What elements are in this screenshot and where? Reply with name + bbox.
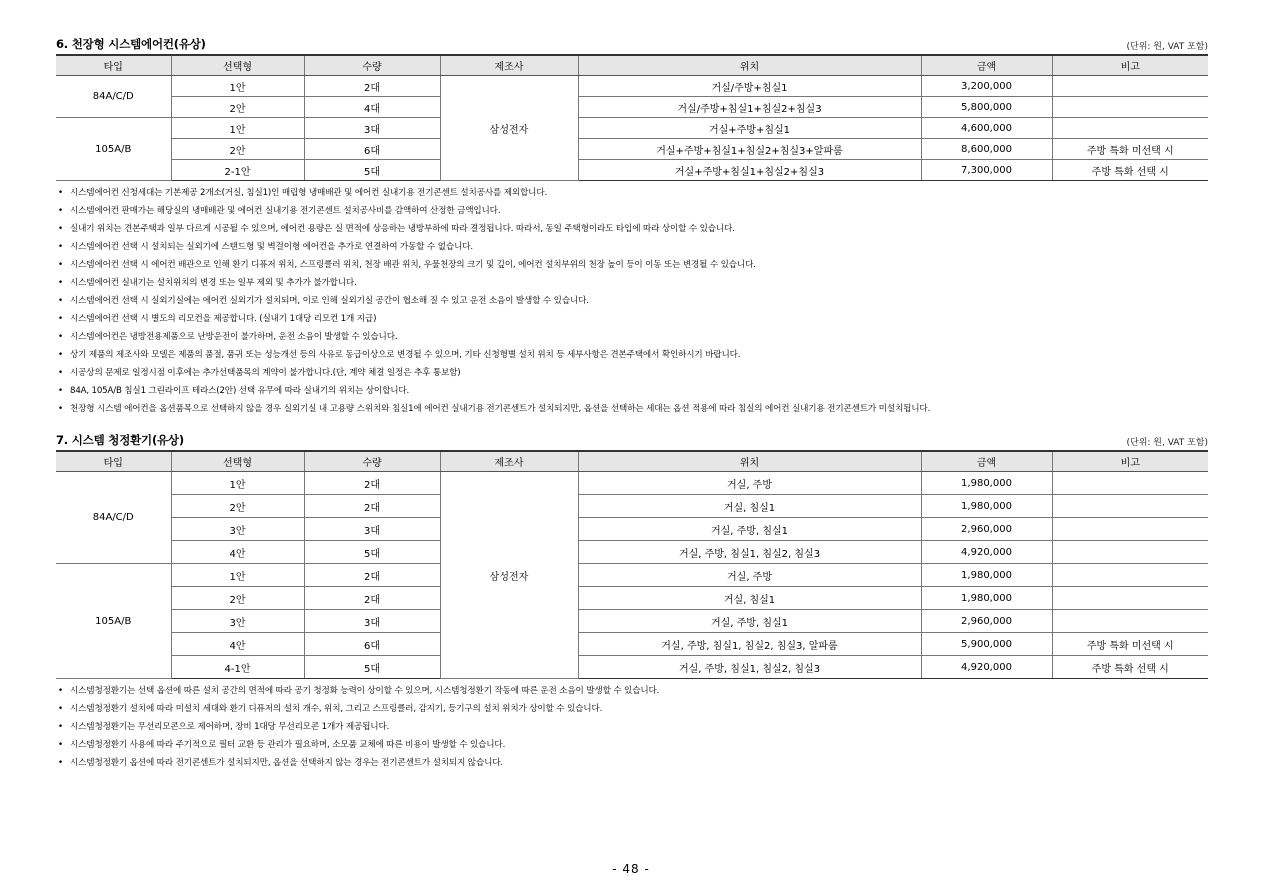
- document-page: [56, 36, 1208, 772]
- section2-notes: [56, 682, 1208, 772]
- note-item: • 시스템청정환기는 선택 옵션에 따른 설치 공간의 면적에 따라 공기 청정화 능력이 상이할 수 있으며, 시스템청정환기 작동에 따른 운전 소음이 발생할 수 있습니다.: [56, 682, 1208, 700]
- type-cell: 105A/B: [56, 564, 171, 679]
- table-row: [56, 97, 1208, 118]
- type-cell: 84A/C/D: [56, 76, 171, 118]
- option-cell: 4안: [171, 633, 304, 656]
- section1-header: [56, 36, 1208, 52]
- column-header-note: 비고: [1052, 55, 1208, 76]
- section1-notes: [56, 184, 1208, 418]
- price-cell: 5,900,000: [921, 633, 1052, 656]
- location-cell: 거실+주방+침실1+침실2+침실3: [578, 160, 921, 181]
- table-row: [56, 587, 1208, 610]
- quantity-cell: 3대: [304, 518, 440, 541]
- note-cell: [1052, 610, 1208, 633]
- price-cell: 1,980,000: [921, 472, 1052, 495]
- location-cell: 거실, 주방, 침실1, 침실2, 침실3: [578, 656, 921, 679]
- section1-unit: (단위: 원, VAT 포함): [1126, 42, 1208, 52]
- price-cell: 1,980,000: [921, 587, 1052, 610]
- table-header-row: [56, 451, 1208, 472]
- note-item: • 시공상의 문제로 일정시점 이후에는 추가선택품목의 계약이 불가합니다.(단, 계약 체결 일정은 추후 통보함): [56, 364, 1208, 382]
- note-item: • 시스템에어컨 선택 시 에어컨 배관으로 인해 환기 디퓨저 위치, 스프링클러 위치, 천장 배관 위치, 우물천장의 크기 및 깊이, 에어컨 설치부위의 천장 높이 등이 이동 또는 변경될 수 있습니다.: [56, 256, 1208, 274]
- table-row: [56, 160, 1208, 181]
- option-cell: 1안: [171, 472, 304, 495]
- column-header-price: 금액: [921, 451, 1052, 472]
- note-item: • 시스템청정환기 옵션에 따라 전기콘센트가 설치되지만, 옵션을 선택하지 않는 경우는 전기콘센트가 설치되지 않습니다.: [56, 754, 1208, 772]
- location-cell: 거실+주방+침실1: [578, 118, 921, 139]
- note-item: • 84A, 105A/B 침실1 그린라이프 테라스(2안) 선택 유무에 따라 실내기의 위치는 상이합니다.: [56, 382, 1208, 400]
- column-header-price: 금액: [921, 55, 1052, 76]
- price-cell: 1,980,000: [921, 495, 1052, 518]
- option-cell: 2안: [171, 97, 304, 118]
- note-item: • 시스템청정환기는 무선리모콘으로 제어하며, 장비 1대당 무선리모콘 1개가 제공됩니다.: [56, 718, 1208, 736]
- table-row: [56, 656, 1208, 679]
- quantity-cell: 2대: [304, 472, 440, 495]
- section2-header: [56, 432, 1208, 448]
- note-cell: [1052, 587, 1208, 610]
- column-header-note: 비고: [1052, 451, 1208, 472]
- note-item: • 시스템에어컨 선택 시 실외기실에는 에어컨 실외기가 설치되며, 이로 인해 실외기실 공간이 협소해 질 수 있고 운전 소음이 발생할 수 있습니다.: [56, 292, 1208, 310]
- option-cell: 1안: [171, 118, 304, 139]
- column-header-qty: 수량: [304, 55, 440, 76]
- option-cell: 4안: [171, 541, 304, 564]
- quantity-cell: 2대: [304, 564, 440, 587]
- type-cell: 105A/B: [56, 118, 171, 181]
- type-cell: 84A/C/D: [56, 472, 171, 564]
- price-cell: 3,200,000: [921, 76, 1052, 97]
- option-cell: 2안: [171, 587, 304, 610]
- price-cell: 8,600,000: [921, 139, 1052, 160]
- note-cell: [1052, 541, 1208, 564]
- price-cell: 5,800,000: [921, 97, 1052, 118]
- column-header-type: 타입: [56, 55, 171, 76]
- quantity-cell: 5대: [304, 160, 440, 181]
- price-cell: 4,600,000: [921, 118, 1052, 139]
- note-cell: [1052, 97, 1208, 118]
- note-cell: 주방 특화 미선택 시: [1052, 633, 1208, 656]
- quantity-cell: 2대: [304, 587, 440, 610]
- column-header-option: 선택형: [171, 451, 304, 472]
- table-row: [56, 518, 1208, 541]
- location-cell: 거실, 주방, 침실1: [578, 610, 921, 633]
- option-cell: 4-1안: [171, 656, 304, 679]
- section2-unit: (단위: 원, VAT 포함): [1126, 438, 1208, 448]
- note-item: • 시스템에어컨 선택 시 설치되는 실외기에 스탠드형 및 벽걸이형 에어컨을 추가로 연결하여 가동할 수 없습니다.: [56, 238, 1208, 256]
- table-header-row: [56, 55, 1208, 76]
- column-header-location: 위치: [578, 55, 921, 76]
- note-cell: [1052, 564, 1208, 587]
- table-row: [56, 472, 1208, 495]
- note-item: • 시스템청정환기 사용에 따라 주기적으로 필터 교환 등 관리가 필요하며, 소모품 교체에 따른 비용이 발생할 수 있습니다.: [56, 736, 1208, 754]
- note-item: • 시스템에어컨 실내기는 설치위치의 변경 또는 일부 제외 및 추가가 불가합니다.: [56, 274, 1208, 292]
- location-cell: 거실, 주방, 침실1, 침실2, 침실3: [578, 541, 921, 564]
- table-row: [56, 118, 1208, 139]
- table-row: [56, 495, 1208, 518]
- note-cell: [1052, 76, 1208, 97]
- location-cell: 거실, 주방: [578, 564, 921, 587]
- note-item: • 시스템청정환기 설치에 따라 미설치 세대와 환기 디퓨저의 설치 개수, 위치, 그리고 스프링클러, 감지기, 등기구의 설치 위치가 상이할 수 있습니다.: [56, 700, 1208, 718]
- option-cell: 2안: [171, 495, 304, 518]
- note-cell: 주방 특화 선택 시: [1052, 656, 1208, 679]
- note-cell: 주방 특화 미선택 시: [1052, 139, 1208, 160]
- quantity-cell: 3대: [304, 118, 440, 139]
- quantity-cell: 6대: [304, 139, 440, 160]
- quantity-cell: 5대: [304, 656, 440, 679]
- quantity-cell: 5대: [304, 541, 440, 564]
- manufacturer-cell: 삼성전자: [440, 472, 578, 679]
- note-cell: [1052, 518, 1208, 541]
- location-cell: 거실, 주방: [578, 472, 921, 495]
- table-row: [56, 541, 1208, 564]
- note-item: • 시스템에어컨 신청세대는 기본제공 2개소(거실, 침실1)인 매립형 냉매배관 및 에어컨 실내기용 전기콘센트 설치공사를 제외합니다.: [56, 184, 1208, 202]
- location-cell: 거실/주방+침실1+침실2+침실3: [578, 97, 921, 118]
- section1-table: [56, 54, 1208, 181]
- manufacturer-cell: 삼성전자: [440, 76, 578, 181]
- column-header-location: 위치: [578, 451, 921, 472]
- column-header-qty: 수량: [304, 451, 440, 472]
- page-number: - 48 -: [612, 862, 650, 876]
- quantity-cell: 6대: [304, 633, 440, 656]
- location-cell: 거실/주방+침실1: [578, 76, 921, 97]
- note-item: • 시스템에어컨 판매가는 해당실의 냉매배관 및 에어컨 실내기용 전기콘센트 설치공사비를 감액하여 산정한 금액입니다.: [56, 202, 1208, 220]
- table-row: [56, 633, 1208, 656]
- price-cell: 4,920,000: [921, 656, 1052, 679]
- column-header-option: 선택형: [171, 55, 304, 76]
- note-item: • 천장형 시스템 에어컨을 옵션품목으로 선택하지 않을 경우 실외기실 내 고용량 스위치와 침실1에 에어컨 실내기용 전기콘센트가 설치되지만, 옵션을 선택하는 세대는 옵션 적용에 따라 침실의 에어컨 실내기용 전기콘센트가 미설치됩니다.: [56, 400, 1208, 418]
- option-cell: 1안: [171, 76, 304, 97]
- note-cell: [1052, 118, 1208, 139]
- table-row: [56, 564, 1208, 587]
- option-cell: 2-1안: [171, 160, 304, 181]
- column-header-manufacturer: 제조사: [440, 451, 578, 472]
- quantity-cell: 2대: [304, 495, 440, 518]
- option-cell: 3안: [171, 518, 304, 541]
- note-item: • 상기 제품의 제조사와 모델은 제품의 품절, 품귀 또는 성능개선 등의 사유로 동급이상으로 변경될 수 있으며, 기타 신청형별 설치 위치 등 세부사항은 견본주택에서 확인하시기 바랍니다.: [56, 346, 1208, 364]
- price-cell: 1,980,000: [921, 564, 1052, 587]
- table-row: [56, 139, 1208, 160]
- section1-title: 6. 천장형 시스템에어컨(유상): [56, 37, 206, 51]
- option-cell: 1안: [171, 564, 304, 587]
- location-cell: 거실, 침실1: [578, 495, 921, 518]
- column-header-manufacturer: 제조사: [440, 55, 578, 76]
- section2-table: [56, 450, 1208, 679]
- note-item: • 시스템에어컨 선택 시 별도의 리모컨을 제공합니다. (실내기 1대당 리모컨 1개 지급): [56, 310, 1208, 328]
- location-cell: 거실, 침실1: [578, 587, 921, 610]
- table-row: [56, 610, 1208, 633]
- note-item: • 실내기 위치는 견본주택과 일부 다르게 시공될 수 있으며, 에어컨 용량은 실 면적에 상응하는 냉방부하에 따라 결정됩니다. 따라서, 동일 주택형이라도 타입에 따라 상이할 수 있습니다.: [56, 220, 1208, 238]
- quantity-cell: 2대: [304, 76, 440, 97]
- note-item: • 시스템에어컨은 냉방전용제품으로 난방운전이 불가하며, 운전 소음이 발생할 수 있습니다.: [56, 328, 1208, 346]
- location-cell: 거실, 주방, 침실1, 침실2, 침실3, 알파룸: [578, 633, 921, 656]
- note-cell: [1052, 495, 1208, 518]
- price-cell: 4,920,000: [921, 541, 1052, 564]
- price-cell: 2,960,000: [921, 610, 1052, 633]
- price-cell: 2,960,000: [921, 518, 1052, 541]
- note-cell: [1052, 472, 1208, 495]
- location-cell: 거실+주방+침실1+침실2+침실3+알파룸: [578, 139, 921, 160]
- quantity-cell: 4대: [304, 97, 440, 118]
- section2-title: 7. 시스템 청정환기(유상): [56, 433, 184, 447]
- location-cell: 거실, 주방, 침실1: [578, 518, 921, 541]
- quantity-cell: 3대: [304, 610, 440, 633]
- price-cell: 7,300,000: [921, 160, 1052, 181]
- note-cell: 주방 특화 선택 시: [1052, 160, 1208, 181]
- column-header-type: 타입: [56, 451, 171, 472]
- table-row: [56, 76, 1208, 97]
- option-cell: 2안: [171, 139, 304, 160]
- option-cell: 3안: [171, 610, 304, 633]
